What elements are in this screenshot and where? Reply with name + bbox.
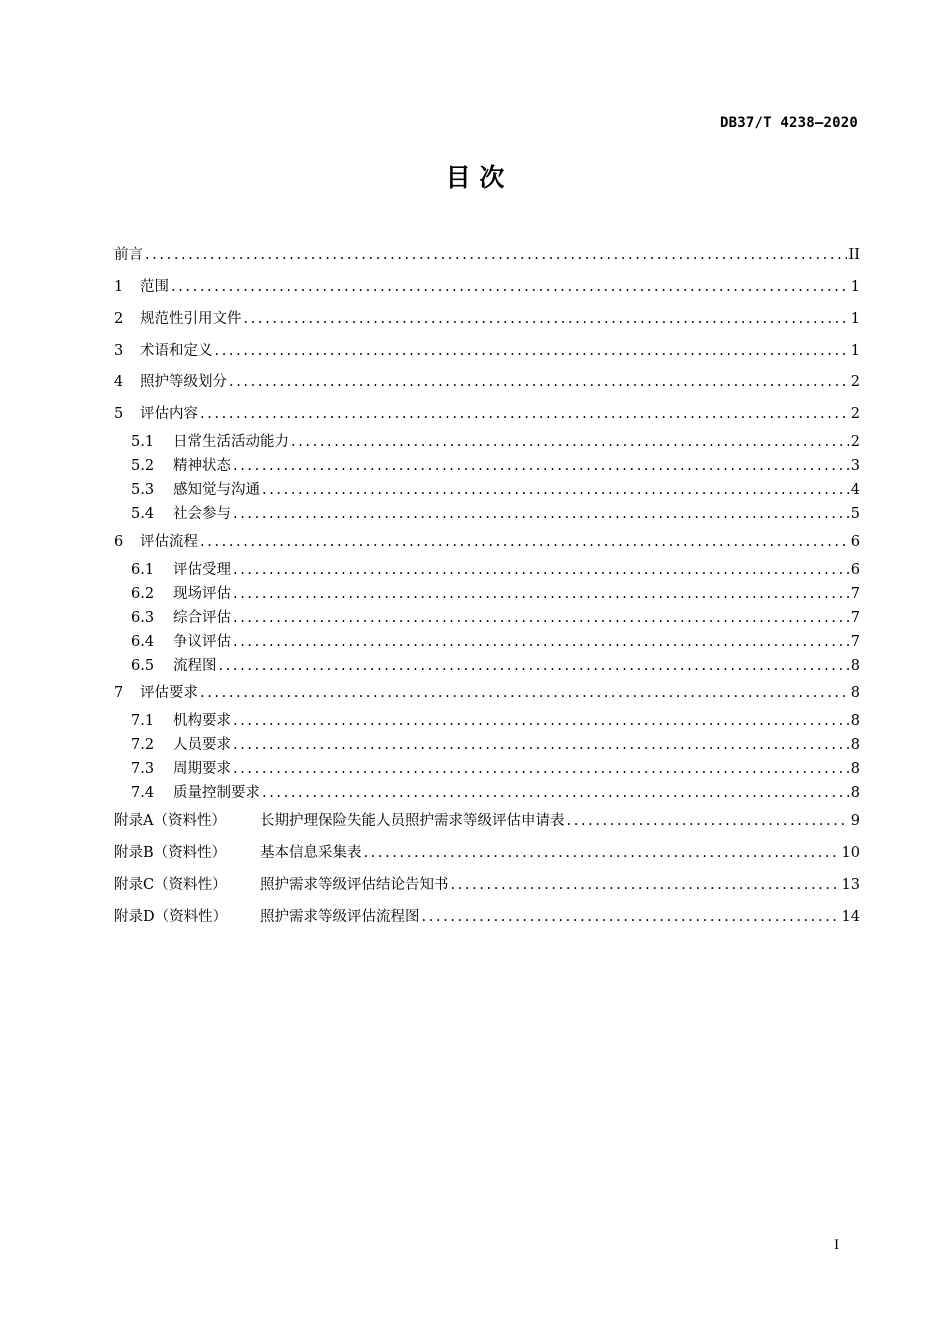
toc-subentry[interactable] [131, 656, 860, 676]
toc-entry-label: 评估内容 [140, 406, 198, 422]
toc-entry-label: 规范性引用文件 [140, 311, 242, 327]
toc-entry-page: 1 [850, 343, 860, 359]
toc-entry-label: 前言 [114, 247, 143, 263]
dot-leader [233, 735, 849, 755]
toc-entry[interactable] [114, 404, 860, 424]
toc-entry-label: 争议评估 [173, 634, 231, 650]
toc-entry-number: 7.4 [131, 785, 155, 801]
toc-appendix-entry[interactable] [114, 843, 860, 863]
toc-entry-label: 日常生活活动能力 [173, 434, 289, 450]
toc-entry-label: 评估流程 [140, 534, 198, 550]
toc-entry-label: 流程图 [173, 658, 217, 674]
toc-entry-label: 现场评估 [173, 586, 231, 602]
dot-leader [262, 480, 849, 500]
dot-leader [233, 584, 849, 604]
toc-entry-label: 精神状态 [173, 458, 231, 474]
dot-leader [233, 711, 849, 731]
toc-entry-number: 7.1 [131, 713, 155, 729]
dot-leader [422, 907, 840, 927]
toc-entry[interactable] [114, 341, 860, 361]
toc-entry-label: 基本信息采集表 [260, 845, 362, 861]
toc-appendix-entry[interactable] [114, 907, 860, 927]
toc-subentry[interactable] [131, 560, 860, 580]
dot-leader [200, 683, 849, 703]
dot-leader [233, 608, 849, 628]
toc-entry-label: 周期要求 [173, 761, 231, 777]
toc-entry-page: 2 [850, 374, 860, 390]
dot-leader [262, 783, 849, 803]
toc-subentry[interactable] [131, 504, 860, 524]
toc-entry-page: 14 [841, 909, 860, 925]
toc-entry-page: 8 [850, 713, 860, 729]
toc-entry-page: 3 [850, 458, 860, 474]
toc-entry-page: 13 [841, 877, 860, 893]
toc-entry[interactable] [114, 277, 860, 297]
dot-leader [145, 245, 847, 265]
dot-leader [219, 656, 849, 676]
toc-entry-page: 8 [850, 658, 860, 674]
toc-entry-page: 7 [850, 586, 860, 602]
toc-entry-number: 6.4 [131, 634, 155, 650]
standard-code: DB37/T 4238—2020 [719, 115, 858, 131]
toc-entry-number: 5 [114, 406, 124, 422]
toc-entry-label: 评估受理 [173, 562, 231, 578]
toc-entry-page: 8 [850, 761, 860, 777]
appendix-prefix: 附录C（资料性） [114, 877, 227, 893]
dot-leader [233, 759, 849, 779]
dot-leader [229, 372, 849, 392]
toc-appendix-entry[interactable] [114, 875, 860, 895]
dot-leader [171, 277, 849, 297]
toc-entry-number: 4 [114, 374, 124, 390]
toc-subentry[interactable] [131, 608, 860, 628]
toc-subentry[interactable] [131, 480, 860, 500]
toc-entry-label: 照护等级划分 [140, 374, 227, 390]
toc-entry-label: 机构要求 [173, 713, 231, 729]
toc-entry[interactable] [114, 683, 860, 703]
toc-entry-label: 范围 [140, 279, 169, 295]
toc-entry-number: 6.5 [131, 658, 155, 674]
toc-entry-number: 7.3 [131, 761, 155, 777]
toc-entry-page: 7 [850, 634, 860, 650]
toc-entry-page: 2 [850, 406, 860, 422]
toc-entry[interactable] [114, 532, 860, 552]
toc-subentry[interactable] [131, 711, 860, 731]
toc-entry-page: II [848, 247, 860, 263]
toc-entry-page: 10 [841, 845, 860, 861]
toc-entry-page: 8 [850, 737, 860, 753]
toc-entry-label: 综合评估 [173, 610, 231, 626]
toc-entry-page: 9 [850, 813, 860, 829]
toc-entry-number: 6.1 [131, 562, 155, 578]
toc-entry-number: 5.1 [131, 434, 155, 450]
toc-entry-label: 长期护理保险失能人员照护需求等级评估申请表 [260, 813, 565, 829]
toc-entry-label: 术语和定义 [140, 343, 213, 359]
toc-entry-page: 8 [850, 685, 860, 701]
toc-entry-number: 6.3 [131, 610, 155, 626]
toc-entry-label: 照护需求等级评估流程图 [260, 909, 420, 925]
toc-entry-page: 6 [850, 534, 860, 550]
toc-entry-label: 质量控制要求 [173, 785, 260, 801]
toc-subentry[interactable] [131, 584, 860, 604]
appendix-prefix: 附录D（资料性） [114, 909, 228, 925]
dot-leader [233, 504, 849, 524]
toc-entry-page: 2 [850, 434, 860, 450]
dot-leader [567, 811, 849, 831]
toc-entry-number: 3 [114, 343, 124, 359]
toc-entry-label: 评估要求 [140, 685, 198, 701]
toc-subentry[interactable] [131, 759, 860, 779]
toc-entry-page: 4 [850, 482, 860, 498]
appendix-prefix: 附录B（资料性） [114, 845, 227, 861]
page-title: 目 次 [445, 163, 505, 192]
toc-entry-number: 2 [114, 311, 124, 327]
dot-leader [200, 404, 849, 424]
toc-entry-label: 感知觉与沟通 [173, 482, 260, 498]
toc-entry-number: 6 [114, 534, 124, 550]
dot-leader [233, 456, 849, 476]
dot-leader [233, 632, 849, 652]
toc-entry-page: 6 [850, 562, 860, 578]
toc-entry-foreword[interactable] [114, 245, 860, 265]
toc-appendix-entry[interactable] [114, 811, 860, 831]
toc-entry-number: 7.2 [131, 737, 155, 753]
toc-subentry[interactable] [131, 632, 860, 652]
toc-entry-number: 7 [114, 685, 124, 701]
dot-leader [215, 341, 849, 361]
toc-entry-page: 5 [850, 506, 860, 522]
dot-leader [200, 532, 849, 552]
dot-leader [291, 432, 849, 452]
dot-leader [364, 843, 840, 863]
toc-entry-page: 7 [850, 610, 860, 626]
toc-entry-label: 社会参与 [173, 506, 231, 522]
toc-entry-number: 5.3 [131, 482, 155, 498]
toc-entry-number: 1 [114, 279, 124, 295]
toc-entry[interactable] [114, 372, 860, 392]
dot-leader [233, 560, 849, 580]
toc-entry[interactable] [114, 309, 860, 329]
toc-entry-number: 6.2 [131, 586, 155, 602]
dot-leader [451, 875, 840, 895]
toc-entry-page: 1 [850, 311, 860, 327]
page-number: I [834, 1238, 840, 1253]
toc-entry-number: 5.4 [131, 506, 155, 522]
toc-subentry[interactable] [131, 735, 860, 755]
toc-entry-number: 5.2 [131, 458, 155, 474]
appendix-prefix: 附录A（资料性） [114, 813, 226, 829]
toc-subentry[interactable] [131, 432, 860, 452]
toc-subentry[interactable] [131, 783, 860, 803]
toc-entry-page: 8 [850, 785, 860, 801]
toc-subentry[interactable] [131, 456, 860, 476]
toc-entry-label: 人员要求 [173, 737, 231, 753]
toc-entry-label: 照护需求等级评估结论告知书 [260, 877, 449, 893]
dot-leader [244, 309, 849, 329]
toc-entry-page: 1 [850, 279, 860, 295]
